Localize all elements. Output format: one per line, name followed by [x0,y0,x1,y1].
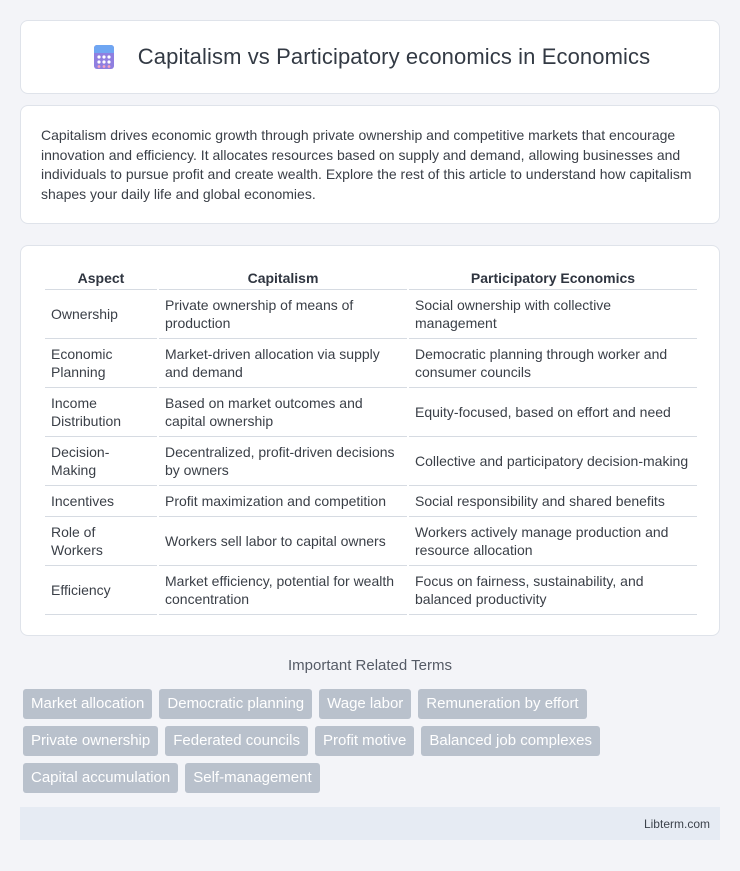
related-term-tag[interactable]: Remuneration by effort [418,689,586,719]
table-row [45,290,697,339]
related-term-tag[interactable]: Market allocation [23,689,152,719]
column-header-capitalism: Capitalism [159,266,407,290]
table-row [45,437,697,486]
page-title: Capitalism vs Participatory economics in Economics [137,44,651,69]
table-cell-capitalism: Market-driven allocation via supply and demand [159,339,407,388]
table-cell-capitalism: Market efficiency, potential for wealth concentration [159,566,407,615]
related-terms-list [23,689,723,793]
comparison-table [43,266,699,615]
intro-text: Capitalism drives economic growth through private ownership and competitive markets that encourage innovation and efficiency. It allocates resources based on supply and demand, allowing businesses and individuals to pursue profit and create wealth. Explore the rest of this article to understand how capitalism shapes your daily life and global economies. [41,127,692,202]
table-cell-participatory: Democratic planning through worker and consumer councils [409,339,697,388]
table-cell-participatory: Workers actively manage production and resource allocation [409,517,697,566]
table-cell-aspect: Decision-Making [45,437,157,486]
table-cell-capitalism: Private ownership of means of production [159,290,407,339]
related-terms-title: Important Related Terms [288,657,452,674]
table-cell-capitalism: Profit maximization and competition [159,486,407,517]
table-cell-participatory: Collective and participatory decision-making [409,437,697,486]
calculator-icon [90,43,118,71]
table-cell-participatory: Social responsibility and shared benefits [409,486,697,517]
table-cell-participatory: Social ownership with collective management [409,290,697,339]
table-row [45,339,697,388]
table-cell-aspect: Role of Workers [45,517,157,566]
table-cell-aspect: Ownership [45,290,157,339]
table-cell-aspect: Economic Planning [45,339,157,388]
table-cell-aspect: Income Distribution [45,388,157,437]
table-cell-capitalism: Based on market outcomes and capital ownership [159,388,407,437]
table-cell-aspect: Incentives [45,486,157,517]
table-header-row [45,266,697,290]
header-card [20,20,720,94]
comparison-table-card [20,245,720,636]
column-header-aspect: Aspect [45,266,157,290]
table-cell-participatory: Focus on fairness, sustainability, and balanced productivity [409,566,697,615]
table-cell-capitalism: Workers sell labor to capital owners [159,517,407,566]
table-cell-aspect: Efficiency [45,566,157,615]
footer [20,807,720,840]
related-term-tag[interactable]: Private ownership [23,726,158,756]
table-row [45,566,697,615]
intro-card [20,105,720,224]
related-term-tag[interactable]: Self-management [185,763,319,793]
column-header-participatory-economics: Participatory Economics [409,266,697,290]
related-term-tag[interactable]: Federated councils [165,726,308,756]
footer-site-link[interactable]: Libterm.com [643,816,710,831]
table-cell-participatory: Equity-focused, based on effort and need [409,388,697,437]
related-term-tag[interactable]: Profit motive [315,726,414,756]
related-term-tag[interactable]: Wage labor [319,689,411,719]
table-row [45,486,697,517]
related-term-tag[interactable]: Democratic planning [159,689,312,719]
related-term-tag[interactable]: Balanced job complexes [421,726,600,756]
table-row [45,388,697,437]
table-row [45,517,697,566]
related-term-tag[interactable]: Capital accumulation [23,763,178,793]
table-cell-capitalism: Decentralized, profit-driven decisions by owners [159,437,407,486]
